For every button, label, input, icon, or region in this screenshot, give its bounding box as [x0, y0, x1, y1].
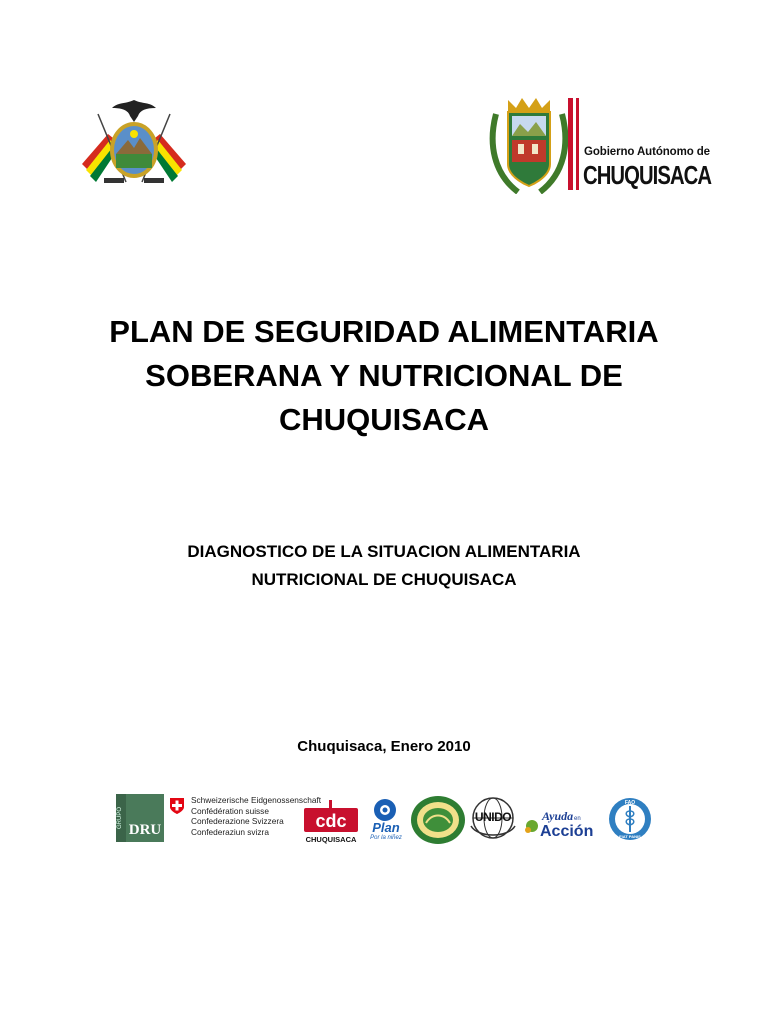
dru-vertical-text: GRUPO: [117, 806, 123, 830]
title-line-2: SOBERANA Y NUTRICIONAL DE: [145, 358, 623, 393]
document-title: [84, 310, 684, 442]
ayuda-line1: Ayuda: [542, 809, 574, 823]
swiss-line-4: Confederaziun svizra: [191, 826, 269, 837]
cdc-label: cdc: [315, 811, 347, 831]
swiss-line-3: Confederazione Svizzera: [191, 816, 284, 826]
subtitle-line-1: DIAGNOSTICO DE LA SITUACION ALIMENTARIA: [187, 542, 581, 561]
unido-label: UNIDO: [474, 810, 512, 824]
swiss-line-1: Schweizerische Eidgenossenschaft: [191, 795, 322, 805]
dru-label: DRU: [128, 822, 162, 838]
bolivia-coat-of-arms-icon: [78, 94, 190, 190]
green-seal-icon: [410, 795, 466, 845]
swiss-flag-icon: [168, 797, 186, 815]
plan-sub: Por la niñez: [370, 835, 402, 841]
title-line-3: CHUQUISACA: [278, 402, 490, 437]
ayuda-en-accion-logo: [522, 800, 602, 844]
cdc-sub: CHUQUISACA: [305, 835, 357, 844]
fao-logo-icon: [608, 797, 652, 841]
document-date: Chuquisaca, Enero 2010: [297, 738, 471, 755]
chuquisaca-logo-line1: Gobierno Autónomo de: [584, 146, 710, 158]
title-line-1: PLAN DE SEGURIDAD ALIMENTARIA: [109, 314, 659, 349]
ayuda-line3: Acción: [540, 823, 594, 840]
cdc-chuquisaca-logo: [302, 800, 360, 846]
fao-sub: FIAT PANIS: [619, 834, 641, 839]
chuquisaca-logo-line2: CHUQUISACA: [583, 160, 712, 190]
subtitle-line-2: NUTRICIONAL DE CHUQUISACA: [251, 570, 517, 589]
document-subtitle: [84, 538, 684, 594]
ayuda-line2: en: [574, 816, 581, 822]
chuquisaca-government-logo: [488, 94, 712, 194]
fao-label: FAO: [624, 800, 636, 806]
dru-group-logo: [116, 794, 164, 842]
swiss-line-2: Confédération suisse: [191, 805, 269, 816]
plan-label: Plan: [372, 820, 400, 835]
